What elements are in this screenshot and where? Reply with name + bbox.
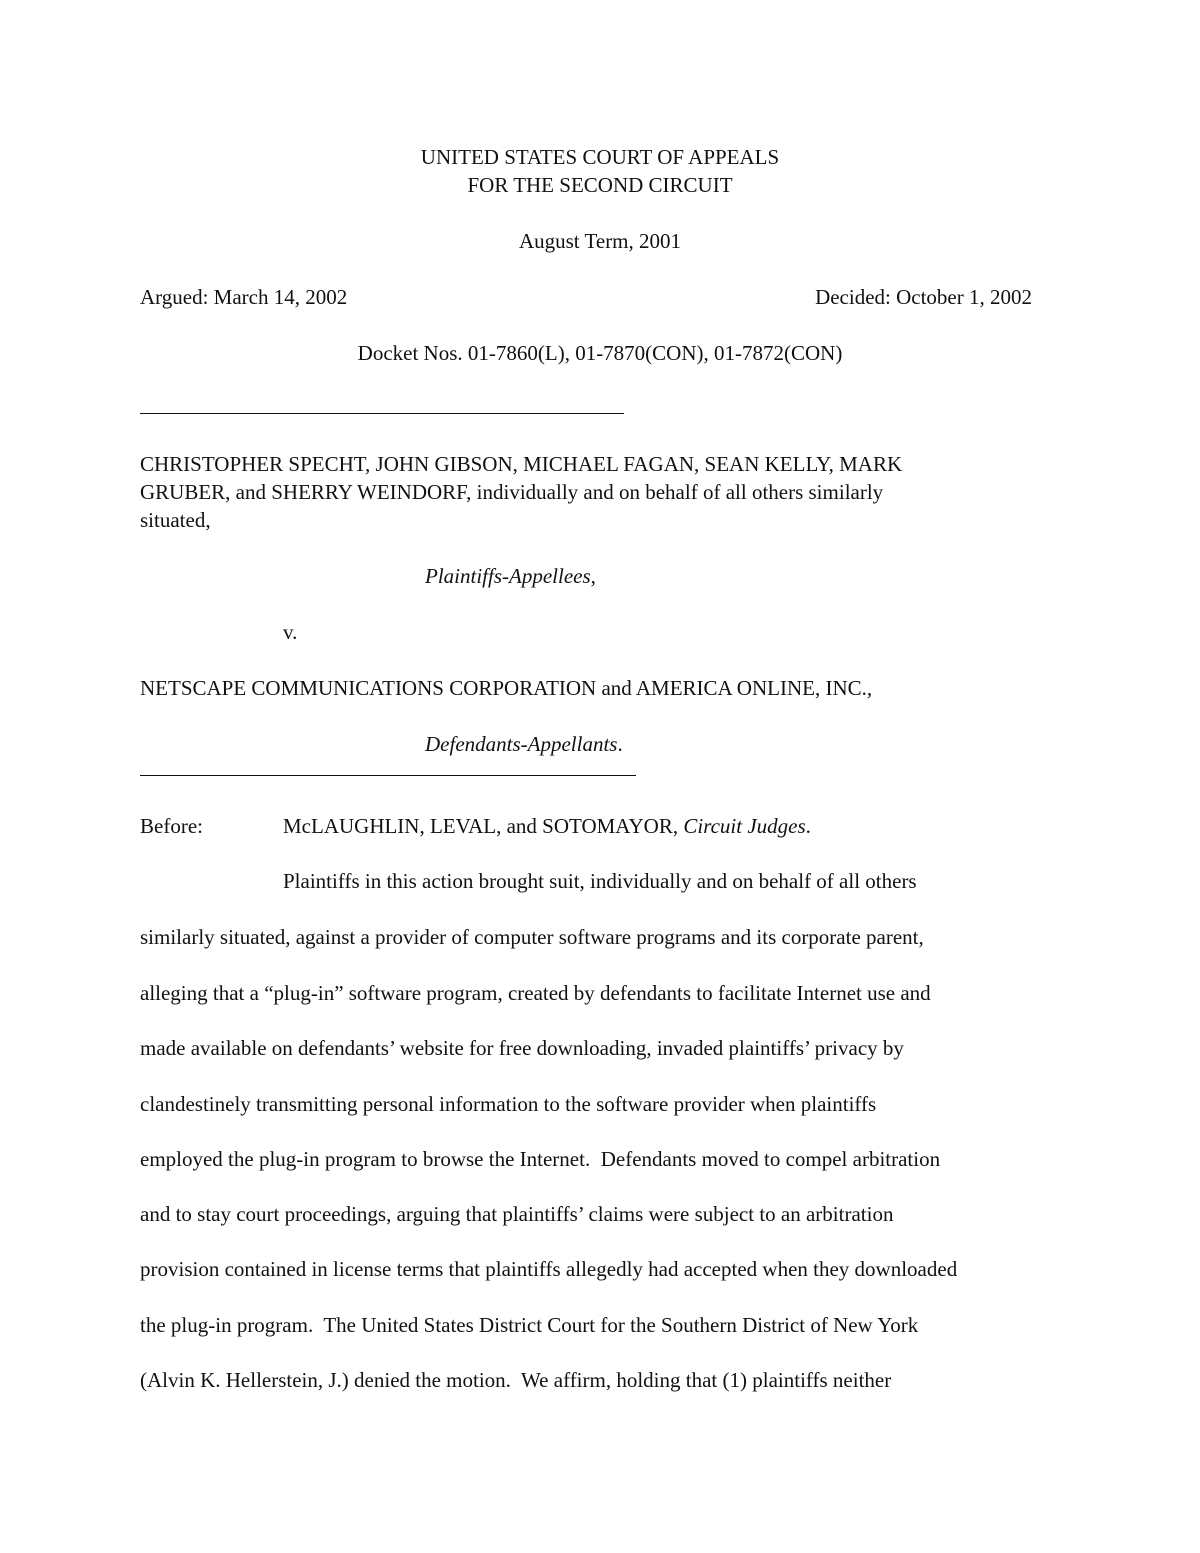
decided-date: Decided: October 1, 2002 xyxy=(815,285,1032,309)
plaintiffs-line3: situated, xyxy=(140,508,211,532)
plaintiffs-role-punct: , xyxy=(590,564,596,588)
bottom-divider xyxy=(140,775,636,776)
body-line: Plaintiffs in this action brought suit, individually and on behalf of all others xyxy=(283,869,917,893)
argued-date: Argued: March 14, 2002 xyxy=(140,285,348,309)
body-line: made available on defendants’ website for free downloading, invaded plaintiffs’ privacy by xyxy=(140,1036,904,1060)
plaintiffs-role-label: Plaintiffs-Appellees xyxy=(425,564,591,588)
body-line: alleging that a “plug-in” software program, created by defendants to facilitate Internet use and xyxy=(140,981,931,1005)
panel-label: Before: xyxy=(140,814,203,838)
court-name-line2: FOR THE SECOND CIRCUIT xyxy=(467,173,733,197)
defendants-role-label: Defendants-Appellants xyxy=(425,732,618,756)
body-line: clandestinely transmitting personal information to the software provider when plaintiffs xyxy=(140,1092,877,1116)
term-line: August Term, 2001 xyxy=(518,229,682,253)
body-line: provision contained in license terms that plaintiffs allegedly had accepted when they downloaded xyxy=(140,1257,958,1281)
defendants-role xyxy=(425,730,623,758)
body-line: (Alvin K. Hellerstein, J.) denied the motion. We affirm, holding that (1) plaintiffs neither xyxy=(140,1368,892,1392)
docket-numbers: Docket Nos. 01-7860(L), 01-7870(CON), 01-7872(CON) xyxy=(357,341,843,365)
panel-title-punct: . xyxy=(805,814,811,838)
court-name-line1: UNITED STATES COURT OF APPEALS xyxy=(420,145,780,169)
defendants-line: NETSCAPE COMMUNICATIONS CORPORATION and AMERICA ONLINE, INC., xyxy=(140,676,873,700)
panel-judges xyxy=(283,812,811,840)
body-line: employed the plug-in program to browse the Internet. Defendants moved to compel arbitration xyxy=(140,1147,941,1171)
panel-judge-title: Circuit Judges xyxy=(683,814,806,838)
plaintiffs-line2: GRUBER, and SHERRY WEINDORF, individually and on behalf of all others similarly xyxy=(140,480,884,504)
plaintiffs-line1: CHRISTOPHER SPECHT, JOHN GIBSON, MICHAEL FAGAN, SEAN KELLY, MARK xyxy=(140,452,903,476)
body-line: and to stay court proceedings, arguing that plaintiffs’ claims were subject to an arbitration xyxy=(140,1202,894,1226)
body-line: the plug-in program. The United States District Court for the Southern District of New York xyxy=(140,1313,919,1337)
plaintiffs-role xyxy=(425,562,596,590)
defendants-role-punct: . xyxy=(617,732,623,756)
body-line: similarly situated, against a provider of computer software programs and its corporate parent, xyxy=(140,925,924,949)
top-divider xyxy=(140,413,624,414)
panel-judge-names: McLAUGHLIN, LEVAL, and SOTOMAYOR, xyxy=(283,814,679,838)
versus: v. xyxy=(283,620,298,644)
